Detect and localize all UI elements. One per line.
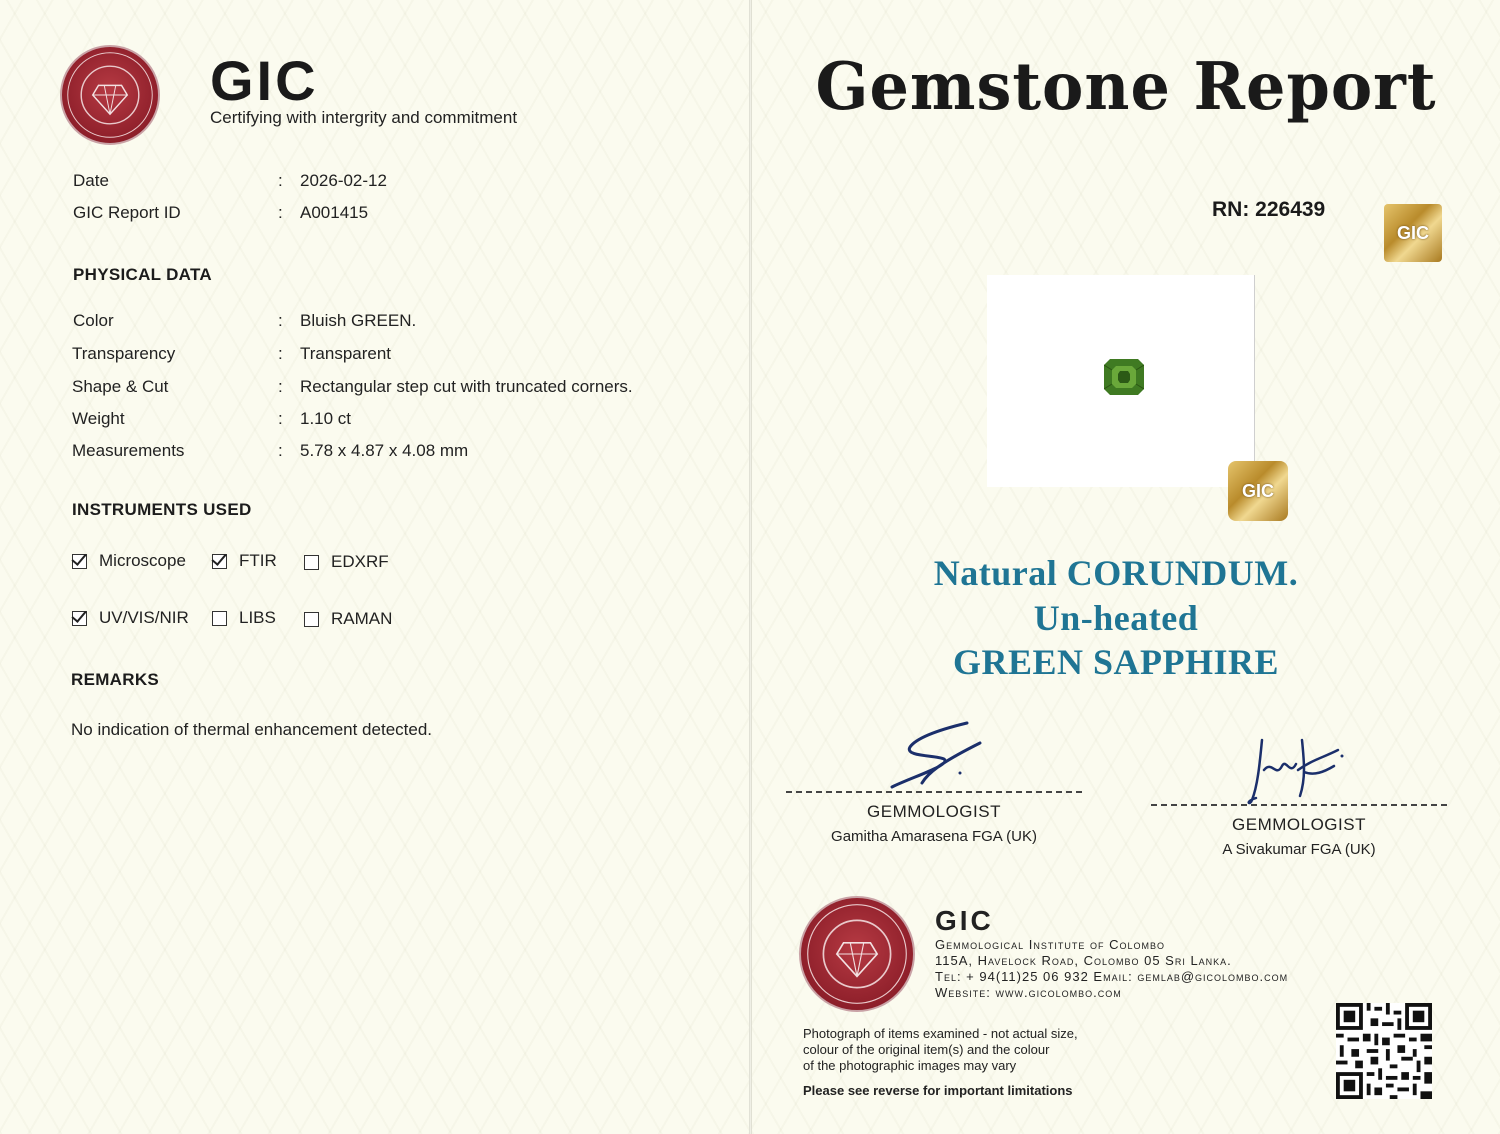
- brand-logo-text: GIC: [210, 49, 319, 112]
- result-line-treatment: Un-heated: [1033, 598, 1199, 638]
- report-number: RN: 226439: [1212, 198, 1326, 221]
- checkbox-uv-vis-nir: [72, 608, 189, 628]
- gemstone-image: [1104, 359, 1144, 395]
- field-label: Shape & Cut: [72, 377, 169, 396]
- checkbox-microscope: [72, 551, 186, 571]
- field-label: Color: [73, 311, 114, 330]
- institute-address: 115A, Havelock Road, Colombo 05 Sri Lanka.: [935, 953, 1232, 968]
- remarks-text: No indication of thermal enhancement detected.: [71, 720, 433, 739]
- field-value: 5.78 x 4.87 x 4.08 mm: [300, 441, 469, 460]
- result-line-species: Natural CORUNDUM.: [933, 553, 1299, 593]
- meta-value: A001415: [300, 203, 369, 222]
- hologram-photo-seal-icon: GIC: [1228, 461, 1288, 521]
- institute-website: Website: www.gicolombo.com: [935, 985, 1122, 1000]
- limitations-note: Please see reverse for important limitations: [803, 1083, 1073, 1098]
- signatory-name-1: Gamitha Amarasena FGA (UK): [831, 828, 1037, 845]
- signatory-title-1: GEMMOLOGIST: [867, 802, 1001, 821]
- result-line-variety: GREEN SAPPHIRE: [952, 642, 1280, 682]
- field-value: Rectangular step cut with truncated corners.: [300, 377, 633, 396]
- institute-full-name: Gemmological Institute of Colombo: [935, 937, 1165, 952]
- instruments-heading: INSTRUMENTS USED: [72, 500, 252, 519]
- signatory-title-2: GEMMOLOGIST: [1232, 815, 1366, 834]
- signature-gemmologist-2: [1242, 730, 1352, 810]
- photo-disclaimer-line-3: of the photographic images may vary: [803, 1058, 1017, 1073]
- meta-value: 2026-02-12: [300, 171, 387, 190]
- signatory-name-2: A Sivakumar FGA (UK): [1222, 841, 1376, 858]
- meta-colon: :: [278, 171, 283, 190]
- field-colon: :: [278, 311, 283, 330]
- report-right-page: [752, 0, 1500, 1134]
- checkbox-raman: [304, 609, 392, 629]
- remarks-heading: REMARKS: [71, 670, 160, 689]
- field-label: Measurements: [72, 441, 185, 460]
- field-colon: :: [278, 344, 283, 363]
- checkbox-ftir: [212, 551, 277, 571]
- checkbox-label: RAMAN: [331, 609, 393, 628]
- institute-seal-icon: [60, 45, 160, 145]
- institute-contact: Tel: + 94(11)25 06 932 Email: gemlab@gicolombo.com: [935, 969, 1289, 984]
- hologram-seal-icon: GIC: [1384, 204, 1442, 262]
- gemstone-photo: [987, 275, 1255, 487]
- signature-line-1: [786, 791, 1082, 793]
- photo-disclaimer-line-2: colour of the original item(s) and the colour: [803, 1042, 1050, 1057]
- checkbox-empty-icon: [304, 555, 319, 570]
- institute-name: GIC: [935, 905, 994, 936]
- signature-gemmologist-1: [882, 715, 992, 800]
- meta-label: GIC Report ID: [73, 203, 181, 222]
- checkbox-checked-icon: [72, 611, 87, 626]
- checkbox-label: UV/VIS/NIR: [99, 608, 189, 627]
- meta-label: Date: [73, 171, 109, 190]
- field-value: 1.10 ct: [300, 409, 352, 428]
- field-value: Bluish GREEN.: [300, 311, 417, 330]
- checkbox-checked-icon: [212, 554, 227, 569]
- qr-code-icon: [1336, 1003, 1432, 1099]
- checkbox-empty-icon: [212, 611, 227, 626]
- checkbox-label: Microscope: [99, 551, 186, 570]
- field-label: Transparency: [72, 344, 176, 363]
- field-colon: :: [278, 377, 283, 396]
- field-colon: :: [278, 409, 283, 428]
- checkbox-empty-icon: [304, 612, 319, 627]
- meta-colon: :: [278, 203, 283, 222]
- brand-tagline: Certifying with intergrity and commitment: [210, 108, 518, 127]
- field-colon: :: [278, 441, 283, 460]
- field-value: Transparent: [300, 344, 392, 363]
- checkbox-label: LIBS: [239, 608, 276, 627]
- physical-data-heading: PHYSICAL DATA: [73, 265, 212, 284]
- checkbox-label: EDXRF: [331, 552, 389, 571]
- report-title: Gemstone Report: [815, 48, 1437, 125]
- institute-seal-footer-icon: [799, 896, 915, 1012]
- checkbox-libs: [212, 608, 276, 628]
- signature-line-2: [1151, 804, 1447, 806]
- checkbox-edxrf: [304, 552, 389, 572]
- checkbox-label: FTIR: [239, 551, 277, 570]
- checkbox-checked-icon: [72, 554, 87, 569]
- field-label: Weight: [72, 409, 125, 428]
- photo-disclaimer-line-1: Photograph of items examined - not actual size,: [803, 1026, 1078, 1041]
